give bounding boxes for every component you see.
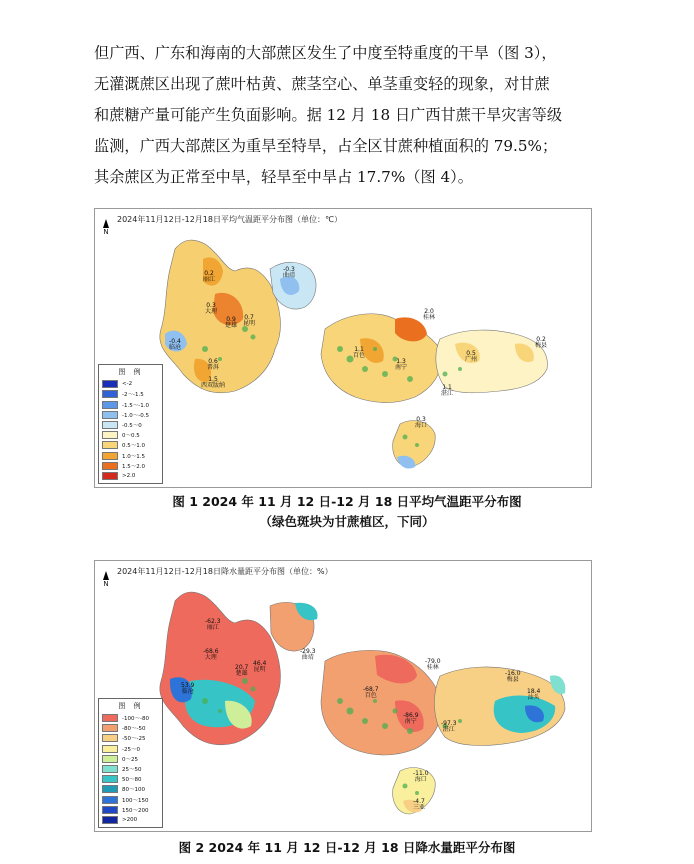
station-label: [169, 339, 181, 351]
station-value: -0.3: [283, 266, 295, 273]
legend-swatch: [102, 411, 118, 419]
station-value: 1.5: [208, 376, 218, 383]
legend-swatch: [102, 401, 118, 409]
precipitation-anomaly-map: [94, 560, 592, 832]
station-label: [527, 689, 540, 701]
station-label: [235, 665, 248, 677]
station-value: 1.1: [442, 384, 452, 391]
legend-label: -50～-25: [122, 736, 146, 743]
station-label: [283, 267, 295, 279]
station-value: 20.7: [235, 664, 249, 671]
legend-entry: [102, 430, 160, 440]
precipitation-map-graphic: [95, 561, 591, 831]
station-label: [403, 713, 419, 725]
station-label: [535, 337, 547, 349]
legend-entry: [102, 733, 160, 743]
legend-swatch: [102, 775, 118, 783]
legend-label: >200: [122, 816, 138, 823]
legend-rows: [102, 713, 160, 825]
legend-swatch: [102, 806, 118, 814]
legend-rows: [102, 379, 160, 481]
station-label: [205, 619, 221, 631]
station-name: 昆明: [253, 666, 266, 673]
legend-swatch: [102, 421, 118, 429]
paragraph-line: 无灌溉蔗区出现了蔗叶枯黄、蔗茎空心、单茎重变轻的现象，对甘蔗: [94, 75, 550, 93]
legend-swatch: [102, 714, 118, 722]
legend-swatch: [102, 734, 118, 742]
figure1-caption-sub: （绿色斑块为甘蔗植区，下同）: [259, 514, 435, 529]
legend-swatch: [102, 796, 118, 804]
legend-entry: [102, 400, 160, 410]
legend-swatch: [102, 785, 118, 793]
station-name: 桂林: [423, 314, 436, 321]
legend-label: 0.5～1.0: [122, 443, 145, 450]
station-name: 汕头: [527, 694, 540, 701]
station-name: 海口: [415, 422, 428, 429]
station-value: -16.0: [505, 670, 521, 677]
map-legend: [98, 364, 163, 484]
paragraph-line: 监测，广西大部蔗区为重旱至特旱，占全区甘蔗种植面积的 79.5%；: [94, 137, 558, 155]
paragraph-line: 其余蔗区为正常至中旱，轻旱至中旱占 17.7%（图 4）。: [94, 168, 473, 186]
legend-swatch: [102, 390, 118, 398]
legend-label: 0～25: [122, 756, 138, 763]
station-label: [203, 271, 215, 283]
station-label: [253, 661, 266, 673]
legend-swatch: [102, 462, 118, 470]
north-label: N: [103, 580, 109, 588]
station-value: 0.6: [208, 358, 218, 365]
station-label: [441, 385, 453, 397]
station-label: [201, 377, 225, 389]
station-name: 桂林: [426, 664, 439, 671]
legend-label: <-2: [122, 381, 133, 388]
legend-swatch: [102, 755, 118, 763]
station-label: [181, 683, 194, 695]
station-value: 2.0: [424, 308, 434, 315]
station-value: -0.4: [169, 338, 181, 345]
station-name: 大理: [204, 654, 217, 661]
station-value: -68.6: [203, 648, 219, 655]
legend-label: 1.5～2.0: [122, 463, 145, 470]
legend-entry: [102, 410, 160, 420]
north-label: N: [103, 228, 109, 236]
figure2-caption: 图 2 2024 年 11 月 12 日-12 月 18 日降水量距平分布图: [178, 840, 516, 855]
station-name: 大理: [205, 308, 218, 315]
legend-entry: [102, 784, 160, 794]
station-name: 广州: [465, 356, 478, 363]
legend-title: 图 例: [118, 701, 144, 710]
legend-label: 0～0.5: [122, 433, 140, 440]
legend-entry: [102, 713, 160, 723]
station-value: -97.3: [441, 720, 457, 727]
station-label: [353, 347, 365, 359]
legend-label: -2～-1.5: [122, 392, 144, 399]
station-value: 1.3: [396, 358, 406, 365]
legend-swatch: [102, 816, 118, 824]
station-value: -11.0: [413, 770, 429, 777]
station-label: [203, 649, 219, 661]
map-title: 2024年11月12日-12月18日平均气温距平分布图（单位：℃）: [117, 215, 342, 224]
legend-label: -1.0～-0.5: [122, 412, 149, 419]
map-title: 2024年11月12日-12月18日降水量距平分布图（单位：%）: [117, 567, 333, 576]
station-label: [413, 771, 429, 783]
station-name: 梅县: [506, 676, 519, 683]
station-value: -62.3: [205, 618, 221, 625]
legend-entry: [102, 774, 160, 784]
station-label: [243, 315, 255, 327]
legend-swatch: [102, 765, 118, 773]
station-name: 南宁: [395, 364, 408, 371]
legend-swatch: [102, 441, 118, 449]
station-value: 0.3: [416, 416, 426, 423]
station-label: [425, 659, 441, 671]
station-name: 湛江: [442, 726, 455, 733]
station-label: [505, 671, 521, 683]
station-name: 南宁: [404, 718, 417, 725]
temperature-anomaly-map: [94, 208, 592, 488]
legend-entry: [102, 723, 160, 733]
paragraph-line: 和蔗糖产量可能产生负面影响。据 12 月 18 日广西甘蔗干旱灾害等级: [94, 106, 563, 124]
legend-entry: [102, 450, 160, 460]
station-name: 梅县: [535, 342, 548, 349]
legend-entry: [102, 440, 160, 450]
north-arrow: [103, 219, 109, 236]
station-name: 百色: [353, 352, 366, 359]
station-name: 三亚: [413, 804, 426, 811]
station-value: -4.7: [413, 798, 425, 805]
legend-entry: [102, 420, 160, 430]
legend-swatch: [102, 472, 118, 480]
station-value: 18.4: [527, 688, 541, 695]
station-label: [441, 721, 457, 733]
station-name: 普洱: [207, 364, 220, 371]
station-name: 西双版纳: [201, 382, 226, 389]
legend-label: -0.5～0: [122, 422, 142, 429]
station-label: [413, 799, 425, 811]
legend-entry: [102, 471, 160, 481]
legend-label: -1.5～-1.0: [122, 402, 149, 409]
station-value: 0.2: [536, 336, 546, 343]
station-name: 湛江: [441, 390, 454, 397]
legend-entry: [102, 815, 160, 825]
legend-entry: [102, 379, 160, 389]
legend-label: -100～-80: [122, 716, 149, 723]
north-arrow: [103, 571, 109, 588]
legend-swatch: [102, 431, 118, 439]
station-value: 46.4: [253, 660, 267, 667]
legend-entry: [102, 794, 160, 804]
station-name: 曲靖: [301, 654, 314, 661]
station-name: 百色: [364, 692, 377, 699]
legend-entry: [102, 754, 160, 764]
legend-entry: [102, 744, 160, 754]
legend-label: 150～200: [122, 807, 149, 814]
legend-label: 25～50: [122, 766, 142, 773]
legend-swatch: [102, 745, 118, 753]
legend-label: -80～-50: [122, 726, 146, 733]
legend-swatch: [102, 452, 118, 460]
station-label: [207, 359, 219, 371]
station-value: 0.9: [226, 316, 236, 323]
map-legend: [98, 698, 163, 828]
station-value: -86.9: [403, 712, 419, 719]
north-arrow-icon: [103, 571, 109, 580]
legend-label: 1.0～1.5: [122, 453, 145, 460]
station-name: 昆明: [243, 320, 256, 327]
station-label: [363, 687, 379, 699]
station-value: -68.7: [363, 686, 379, 693]
station-name: 楚雄: [235, 670, 248, 677]
legend-label: 100～150: [122, 797, 149, 804]
station-value: 0.5: [466, 350, 476, 357]
station-label: [415, 417, 427, 429]
station-label: [205, 303, 217, 315]
station-label: [300, 649, 316, 661]
station-value: -29.3: [300, 648, 316, 655]
legend-swatch: [102, 724, 118, 732]
paragraph-line: 但广西、广东和海南的大部蔗区发生了中度至特重度的干旱（图 3），: [94, 44, 557, 62]
body-paragraph: [94, 38, 609, 193]
station-value: 0.7: [244, 314, 254, 321]
legend-label: 50～80: [122, 777, 142, 784]
station-name: 曲靖: [283, 272, 296, 279]
station-value: 1.1: [354, 346, 364, 353]
legend-title: 图 例: [118, 368, 144, 377]
station-name: 临沧: [181, 688, 194, 695]
figure1-caption: 图 1 2024 年 11 月 12 日-12 月 18 日平均气温距平分布图: [172, 494, 522, 509]
legend-entry: [102, 461, 160, 471]
legend-label: >2.0: [122, 472, 136, 479]
legend-entry: [102, 805, 160, 815]
station-name: 海口: [414, 776, 427, 783]
station-name: 丽江: [206, 624, 219, 631]
north-arrow-icon: [103, 219, 109, 228]
legend-label: 80～100: [122, 787, 145, 794]
legend-label: -25～0: [122, 746, 140, 753]
station-value: -79.0: [425, 658, 441, 665]
station-name: 丽江: [203, 276, 216, 283]
station-label: [465, 351, 477, 363]
station-value: 53.9: [181, 682, 195, 689]
legend-entry: [102, 764, 160, 774]
legend-entry: [102, 389, 160, 399]
station-value: 0.3: [206, 302, 216, 309]
station-label: [423, 309, 435, 321]
station-value: 0.2: [204, 270, 214, 277]
station-label: [395, 359, 407, 371]
station-name: 临沧: [169, 344, 182, 351]
station-label: [225, 317, 237, 329]
legend-swatch: [102, 380, 118, 388]
station-name: 楚雄: [225, 322, 238, 329]
